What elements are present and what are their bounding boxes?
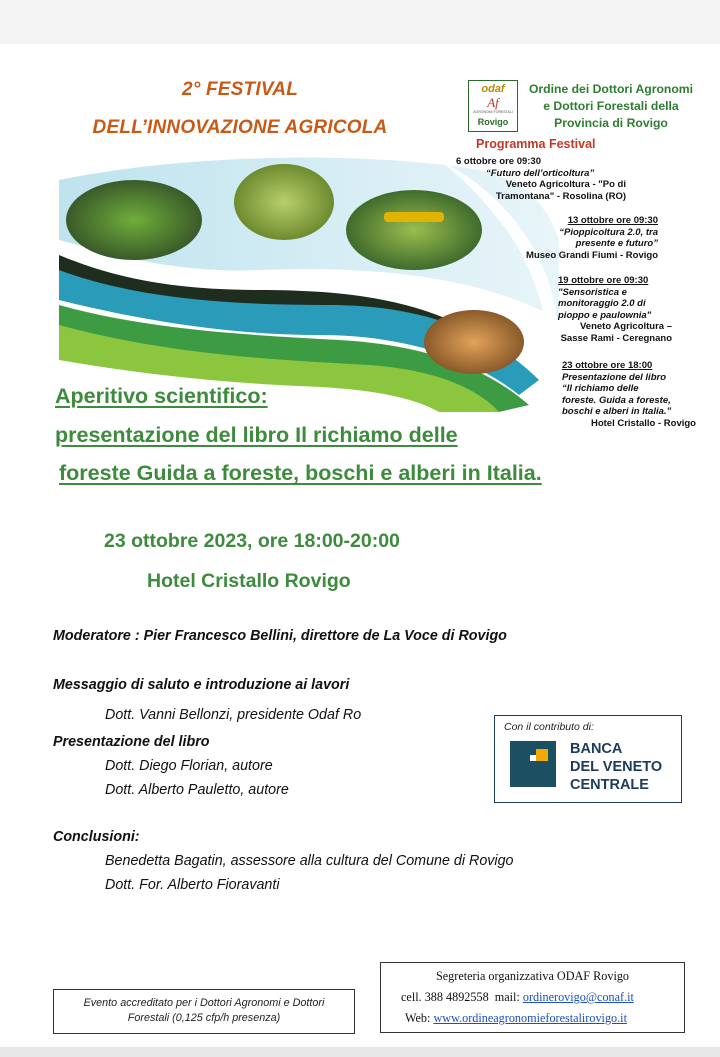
organization-name bbox=[518, 81, 704, 132]
event4-place: Hotel Cristallo - Rovigo bbox=[590, 417, 696, 429]
sponsor-label: Con il contributo di: bbox=[504, 721, 594, 733]
event-venue: Hotel Cristallo Rovigo bbox=[147, 570, 351, 592]
event4-title-line4: boschi e alberi in Italia.” bbox=[562, 406, 672, 417]
headline-line3: foreste Guida a foreste, boschi e alberi in Italia. bbox=[59, 461, 542, 485]
cell-number: 388 4892558 bbox=[424, 990, 489, 1004]
web-link[interactable]: www.ordineagronomieforestalirovigo.it bbox=[433, 1011, 627, 1025]
festival-title-line1: 2° FESTIVAL bbox=[181, 79, 299, 100]
leaf-image bbox=[234, 164, 334, 240]
festival-title-line2: DELL’INNOVAZIONE AGRICOLA bbox=[92, 117, 388, 138]
web-label: Web: bbox=[405, 1011, 431, 1025]
bank-name-line2: DEL VENETO bbox=[570, 759, 663, 775]
sponsor-box bbox=[494, 715, 682, 803]
program-event-2 bbox=[518, 215, 658, 261]
conclusions-label: Conclusioni: bbox=[53, 829, 140, 845]
book-label: Presentazione del libro bbox=[53, 734, 210, 750]
organization-line1: Ordine dei Dottori Agronomi bbox=[528, 82, 694, 96]
secretariat-web bbox=[405, 1011, 627, 1026]
event1-date: 6 ottobre ore 09:30 bbox=[456, 156, 541, 167]
greeting-label: Messaggio di saluto e introduzione ai lavori bbox=[53, 677, 350, 693]
drone-image bbox=[346, 190, 482, 270]
book-author-2: Dott. Alberto Pauletto, autore bbox=[105, 782, 289, 798]
secretariat-contacts bbox=[401, 990, 634, 1005]
bank-logo-icon bbox=[510, 741, 556, 787]
moderator-label: Moderatore : bbox=[53, 628, 140, 644]
bank-name bbox=[570, 740, 662, 794]
conclusions-person-2: Dott. For. Alberto Fioravanti bbox=[105, 877, 280, 893]
bank-name-line1: BANCA bbox=[570, 741, 623, 757]
organization-line3: Provincia di Rovigo bbox=[554, 116, 668, 130]
moderator-text: Pier Francesco Bellini, direttore de La Voce di Rovigo bbox=[143, 628, 507, 644]
bank-logo-white-square bbox=[530, 755, 536, 761]
odaf-logo-mark: Af bbox=[487, 95, 499, 110]
odaf-logo bbox=[468, 80, 518, 132]
top-bar bbox=[0, 0, 720, 44]
event2-title-line1: “Pioppicoltura 2.0, tra bbox=[559, 226, 658, 238]
accreditation-line1: Evento accreditato per i Dottori Agronomi e Dottori bbox=[83, 997, 325, 1009]
program-event-4 bbox=[562, 360, 696, 429]
event1-title: “Futuro dell’orticoltura” bbox=[486, 167, 595, 179]
odaf-logo-sub: AGRONOMI FORESTALI bbox=[473, 110, 513, 114]
odaf-logo-bottom: Rovigo bbox=[477, 117, 509, 127]
book-author-1: Dott. Diego Florian, autore bbox=[105, 758, 273, 774]
accreditation-text bbox=[62, 996, 346, 1026]
event3-place-line1: Veneto Agricoltura – bbox=[579, 321, 672, 332]
accreditation-box bbox=[53, 989, 355, 1034]
bank-name-line3: CENTRALE bbox=[570, 777, 649, 793]
secretariat-title: Segreteria organizzativa ODAF Rovigo bbox=[435, 969, 630, 983]
sprouts-image bbox=[66, 180, 202, 260]
event3-title-line1: "Sensoristica e bbox=[558, 286, 627, 298]
event4-date: 23 ottobre ore 18:00 bbox=[562, 360, 653, 371]
program-event-3 bbox=[558, 275, 672, 344]
drone-body bbox=[384, 212, 444, 222]
event3-date: 19 ottobre ore 09:30 bbox=[558, 275, 649, 286]
event3-title-line2: monitoraggio 2.0 di bbox=[558, 298, 646, 309]
event3-place-line2: Sasse Rami - Ceregnano bbox=[560, 332, 672, 344]
event4-title-line3: foreste. Guida a foreste, bbox=[562, 394, 671, 406]
program-title: Programma Festival bbox=[476, 137, 596, 151]
event-datetime: 23 ottobre 2023, ore 18:00-20:00 bbox=[104, 530, 400, 552]
greeting-person: Dott. Vanni Bellonzi, presidente Odaf Ro bbox=[105, 707, 362, 723]
program-event-1 bbox=[456, 156, 626, 202]
headline-line2: presentazione del libro Il richiamo delle bbox=[55, 423, 458, 447]
odaf-logo-top: odaf bbox=[481, 83, 505, 95]
event3-title-line3: pioppo e paulownia" bbox=[558, 309, 652, 321]
event4-title-line1: Presentazione del libro bbox=[562, 371, 666, 383]
mail-link[interactable]: ordinerovigo@conaf.it bbox=[522, 990, 634, 1004]
organization-line2: e Dottori Forestali della bbox=[543, 99, 679, 113]
bank-logo-gold-square bbox=[536, 749, 548, 761]
wheat-image bbox=[424, 310, 524, 374]
event1-place-line2: Tramontana" - Rosolina (RO) bbox=[495, 190, 626, 202]
event2-date: 13 ottobre ore 09:30 bbox=[567, 215, 658, 226]
event1-place-line1: Veneto Agricoltura - "Po di bbox=[505, 179, 626, 190]
headline-line1: Aperitivo scientifico: bbox=[55, 384, 268, 408]
moderator-line bbox=[53, 628, 507, 644]
bottom-bar bbox=[0, 1047, 720, 1057]
event2-place: Museo Grandi Fiumi - Rovigo bbox=[526, 249, 658, 261]
accreditation-line2: Forestali (0,125 cfp/h presenza) bbox=[127, 1012, 281, 1024]
cell-label: cell. bbox=[401, 990, 422, 1004]
conclusions-person-1: Benedetta Bagatin, assessore alla cultura del Comune di Rovigo bbox=[105, 853, 514, 869]
mail-label: mail: bbox=[494, 990, 520, 1004]
event2-title-line2: presente e futuro” bbox=[575, 238, 658, 249]
secretariat-box bbox=[380, 962, 685, 1033]
event4-title-line2: “Il richiamo delle bbox=[562, 383, 639, 394]
